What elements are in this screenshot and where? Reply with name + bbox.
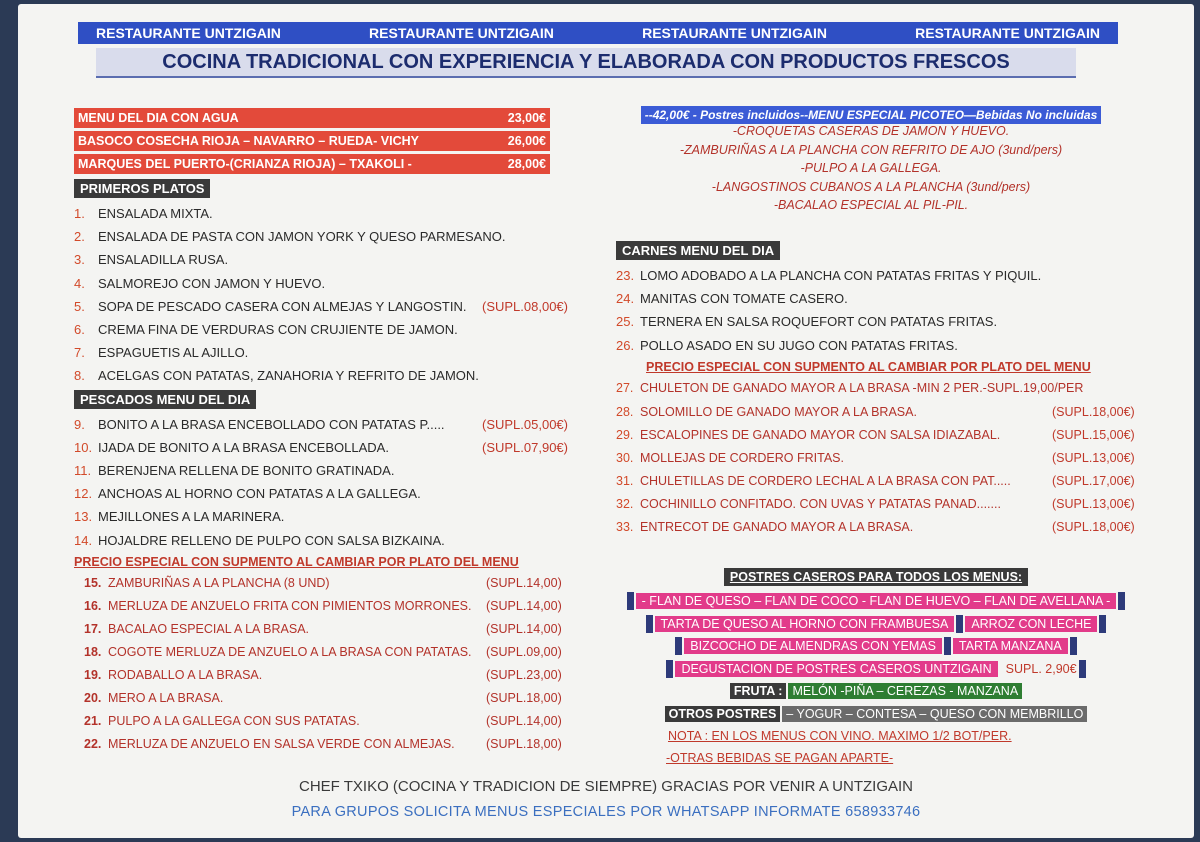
postres-line: TARTA MANZANA [953,638,1068,654]
dish-row [74,595,594,618]
dish-number: 32. [616,497,634,512]
left-column [74,108,594,756]
dish-row [74,364,594,387]
menu-sheet [18,4,1194,838]
dish-number: 33. [616,520,634,535]
promo-note: PRECIO ESPECIAL CON SUPMENTO AL CAMBIAR POR PLATO DEL MENU [646,359,1091,374]
menu-label: BASOCO COSECHA RIOJA – NAVARRO – RUEDA- VICHY [78,134,420,148]
dish-name: MEJILLONES A LA MARINERA. [98,509,285,525]
postres-line: - FLAN DE QUESO – FLAN DE COCO - FLAN DE HUEVO – FLAN DE AVELLANA - [636,593,1117,609]
postres-line: ARROZ CON LECHE [965,616,1097,632]
carnes-extras [616,377,1136,539]
dish-number: 28. [616,404,634,419]
dish-number: 18. [84,645,102,660]
dish-number: 14. [74,532,93,548]
dish-supplement: (SUPL.18,00€) [1052,520,1135,535]
dish-name: PULPO A LA GALLEGA CON SUS PATATAS. [108,714,360,729]
dish-name: BERENJENA RELLENA DE BONITO GRATINADA. [98,462,395,478]
promo-note: PRECIO ESPECIAL CON SUPMENTO AL CAMBIAR POR PLATO DEL MENU [74,554,519,569]
dish-row [74,528,594,551]
dish-row [616,446,1135,469]
picoteo-title: --42,00€ - Postres incluidos--MENU ESPECIAL PICOTEO—Bebidas No incluidas [641,106,1102,124]
dish-name: MERLUZA DE ANZUELO FRITA CON PIMIENTOS MORRONES. [108,599,472,614]
dish-number: 24. [616,291,635,307]
menu-price-row [74,154,550,174]
dish-supplement: (SUPL.18,00) [486,737,562,752]
dish-number: 23. [616,268,635,284]
dish-name: MANITAS CON TOMATE CASERO. [640,291,848,307]
dish-number: 5. [74,298,85,314]
menu-label: MENU DEL DIA CON AGUA [78,111,239,125]
fruta-list: MELÓN -PIÑA – CEREZAS - MANZANA [788,683,1022,699]
postres-title: POSTRES CASEROS PARA TODOS LOS MENUS: [724,568,1028,586]
dish-row [74,225,594,248]
section-carnes: CARNES MENU DEL DIA [616,241,780,260]
section-pescados: PESCADOS MENU DEL DIA [74,390,256,409]
dish-row [74,572,594,595]
dish-name: BONITO A LA BRASA ENCEBOLLADO CON PATATAS P..... [98,416,445,432]
dish-number: 13. [74,509,93,525]
dish-name: ACELGAS CON PATATAS, ZANAHORIA Y REFRITO DE JAMON. [98,368,479,384]
picoteo-item: -CROQUETAS CASERAS DE JAMON Y HUEVO. [732,124,1010,138]
dish-supplement: (SUPL.23,00) [486,668,562,683]
dish-number: 20. [84,691,102,706]
dish-row [616,377,1114,400]
otros-list: – YOGUR – CONTESA – QUESO CON MEMBRILLO [782,706,1087,722]
dish-name: ENSALADA MIXTA. [98,206,213,222]
picoteo-block [616,106,1126,217]
picoteo-list [616,124,1126,217]
dish-number: 11. [74,462,92,478]
postres-line: DEGUSTACION DE POSTRES CASEROS UNTZIGAIN [675,661,997,677]
dish-row [616,310,1114,333]
dish-number: 25. [616,314,635,330]
menu-price-row [74,108,550,128]
dish-supplement: (SUPL.14,00) [486,714,562,729]
dish-row [74,272,594,295]
dish-number: 29. [616,427,634,442]
postres-supl: SUPL. 2,90€ [1005,661,1077,676]
restaurant-name: RESTAURANTE UNTZIGAIN [96,25,281,41]
dish-name: ENSALADILLA RUSA. [98,252,229,268]
dish-number: 1. [74,206,85,222]
dish-row [616,469,1135,492]
dish-number: 16. [84,599,102,614]
dish-number: 21. [84,714,102,729]
dish-row [74,413,594,436]
carnes-list [616,264,1136,357]
dish-name: COGOTE MERLUZA DE ANZUELO A LA BRASA CON PATATAS. [108,645,472,660]
menu-price: 26,00€ [507,134,546,148]
menu-price: 28,00€ [507,157,546,171]
dish-name: SOLOMILLO DE GANADO MAYOR A LA BRASA. [640,404,917,419]
restaurant-name: RESTAURANTE UNTZIGAIN [915,25,1100,41]
dish-name: ESCALOPINES DE GANADO MAYOR CON SALSA IDIAZABAL. [640,427,1001,442]
dish-name: MERLUZA DE ANZUELO EN SALSA VERDE CON ALMEJAS. [108,737,455,752]
dish-number: 7. [74,345,85,361]
dish-row [616,493,1135,516]
dish-supplement: (SUPL.07,90€) [482,439,568,455]
dish-row [74,248,594,271]
postres-block [616,566,1136,769]
dish-number: 27. [616,381,634,396]
tagline: COCINA TRADICIONAL CON EXPERIENCIA Y ELABORADA CON PRODUCTOS FRESCOS [96,48,1076,76]
dish-name: MERO A LA BRASA. [108,691,224,706]
dish-row [616,287,1114,310]
picoteo-item: -BACALAO ESPECIAL AL PIL-PIL. [773,198,969,213]
dish-number: 15. [84,576,102,591]
dish-name: CREMA FINA DE VERDURAS CON CRUJIENTE DE JAMON. [98,322,458,338]
dish-supplement: (SUPL.14,00) [486,599,562,614]
primeros-list [74,202,594,388]
dish-supplement: (SUPL.18,00) [486,691,562,706]
restaurant-name: RESTAURANTE UNTZIGAIN [369,25,554,41]
otros-label: OTROS POSTRES [665,706,781,722]
dish-supplement: (SUPL.13,00€) [1052,497,1135,512]
dish-supplement: (SUPL.18,00€) [1052,404,1135,419]
fruta-label: FRUTA : [730,683,787,699]
dish-row [74,482,594,505]
dish-supplement: (SUPL.14,00) [486,576,562,591]
restaurant-name: RESTAURANTE UNTZIGAIN [642,25,827,41]
dish-supplement: (SUPL.14,00) [486,622,562,637]
chef-footer: CHEF TXIKO (COCINA Y TRADICION DE SIEMPRE) GRACIAS POR VENIR A UNTZIGAIN [299,778,913,795]
groups-footer: PARA GRUPOS SOLICITA MENUS ESPECIALES POR WHATSAPP INFORMATE 658933746 [291,804,921,820]
dish-number: 8. [74,368,85,384]
dish-row [74,733,594,756]
menu-price: 23,00€ [507,111,546,125]
dish-supplement: (SUPL.15,00€) [1052,427,1135,442]
dish-row [74,687,594,710]
nota: NOTA : EN LOS MENUS CON VINO. MAXIMO 1/2 BOT/PER. [668,729,1012,743]
dish-number: 3. [74,252,85,268]
dish-supplement: (SUPL.05,00€) [482,416,568,432]
dish-row [74,710,594,733]
postres-line: TARTA DE QUESO AL HORNO CON FRAMBUESA [655,616,955,632]
pescados-extras [74,572,594,756]
dish-number: 2. [74,229,85,245]
dish-number: 12. [74,486,93,502]
dish-number: 4. [74,275,85,291]
dish-number: 9. [74,416,85,432]
dish-row [74,202,594,225]
picoteo-item: -LANGOSTINOS CUBANOS A LA PLANCHA (3und/pers) [711,179,1031,194]
menu-price-row [74,131,550,151]
dish-name: COCHINILLO CONFITADO. CON UVAS Y PATATAS PANAD....... [640,497,1001,512]
dish-name: ANCHOAS AL HORNO CON PATATAS A LA GALLEGA. [98,486,421,502]
dish-number: 26. [616,337,635,353]
dish-row [74,641,594,664]
dish-supplement: (SUPL.13,00€) [1052,450,1135,465]
dish-row [74,664,594,687]
dish-row [74,295,594,318]
dish-row [74,341,594,364]
section-primeros: PRIMEROS PLATOS [74,179,210,198]
dish-number: 10. [74,439,93,455]
dish-number: 6. [74,322,85,338]
dish-name: ENTRECOT DE GANADO MAYOR A LA BRASA. [640,520,914,535]
dish-name: CHULETILLAS DE CORDERO LECHAL A LA BRASA CON PAT..... [640,474,1011,489]
dish-name: CHULETON DE GANADO MAYOR A LA BRASA -MIN 2 PER.-SUPL.19,00/PER [640,381,1084,396]
dish-name: RODABALLO A LA BRASA. [108,668,263,683]
postres-line: BIZCOCHO DE ALMENDRAS CON YEMAS [684,638,942,654]
dish-number: 17. [84,622,102,637]
dish-supplement: (SUPL.08,00€) [482,298,568,314]
dish-row [74,459,594,482]
dish-supplement: (SUPL.09,00) [486,645,562,660]
menu-label: MARQUES DEL PUERTO-(CRIANZA RIOJA) – TXAKOLI - [78,157,412,171]
dish-number: 31. [616,474,634,489]
dish-name: ZAMBURIÑAS A LA PLANCHA (8 UND) [108,576,330,591]
dish-row [74,318,594,341]
dish-row [74,505,594,528]
dish-row [616,400,1135,423]
picoteo-item: -ZAMBURIÑAS A LA PLANCHA CON REFRITO DE AJO (3und/pers) [679,142,1063,157]
dish-name: BACALAO ESPECIAL A LA BRASA. [108,622,310,637]
right-column [616,106,1136,765]
dish-name: SOPA DE PESCADO CASERA CON ALMEJAS Y LANGOSTIN. [98,298,467,314]
dish-name: POLLO ASADO EN SU JUGO CON PATATAS FRITAS. [640,337,958,353]
dish-name: IJADA DE BONITO A LA BRASA ENCEBOLLADA. [98,439,389,455]
dish-row [616,264,1114,287]
dish-name: TERNERA EN SALSA ROQUEFORT CON PATATAS FRITAS. [640,314,998,330]
restaurant-name-band [78,22,1118,44]
picoteo-item: -PULPO A LA GALLEGA. [800,161,942,176]
dish-name: HOJALDRE RELLENO DE PULPO CON SALSA BIZKAINA. [98,532,445,548]
dish-number: 19. [84,668,102,683]
dish-number: 30. [616,450,634,465]
dish-name: SALMOREJO CON JAMON Y HUEVO. [98,275,326,291]
dish-supplement: (SUPL.17,00€) [1052,474,1135,489]
dish-number: 22. [84,737,102,752]
dish-row [74,436,594,459]
dish-name: ESPAGUETIS AL AJILLO. [98,345,249,361]
bebidas-note: -OTRAS BEBIDAS SE PAGAN APARTE- [666,751,894,765]
pescados-list [74,413,594,552]
dish-row [616,334,1114,357]
dish-row [616,423,1135,446]
dish-row [74,618,594,641]
dish-row [616,516,1135,539]
dish-name: LOMO ADOBADO A LA PLANCHA CON PATATAS FRITAS Y PIQUIL. [640,268,1042,284]
dish-name: ENSALADA DE PASTA CON JAMON YORK Y QUESO PARMESANO. [98,229,506,245]
dish-name: MOLLEJAS DE CORDERO FRITAS. [640,450,844,465]
